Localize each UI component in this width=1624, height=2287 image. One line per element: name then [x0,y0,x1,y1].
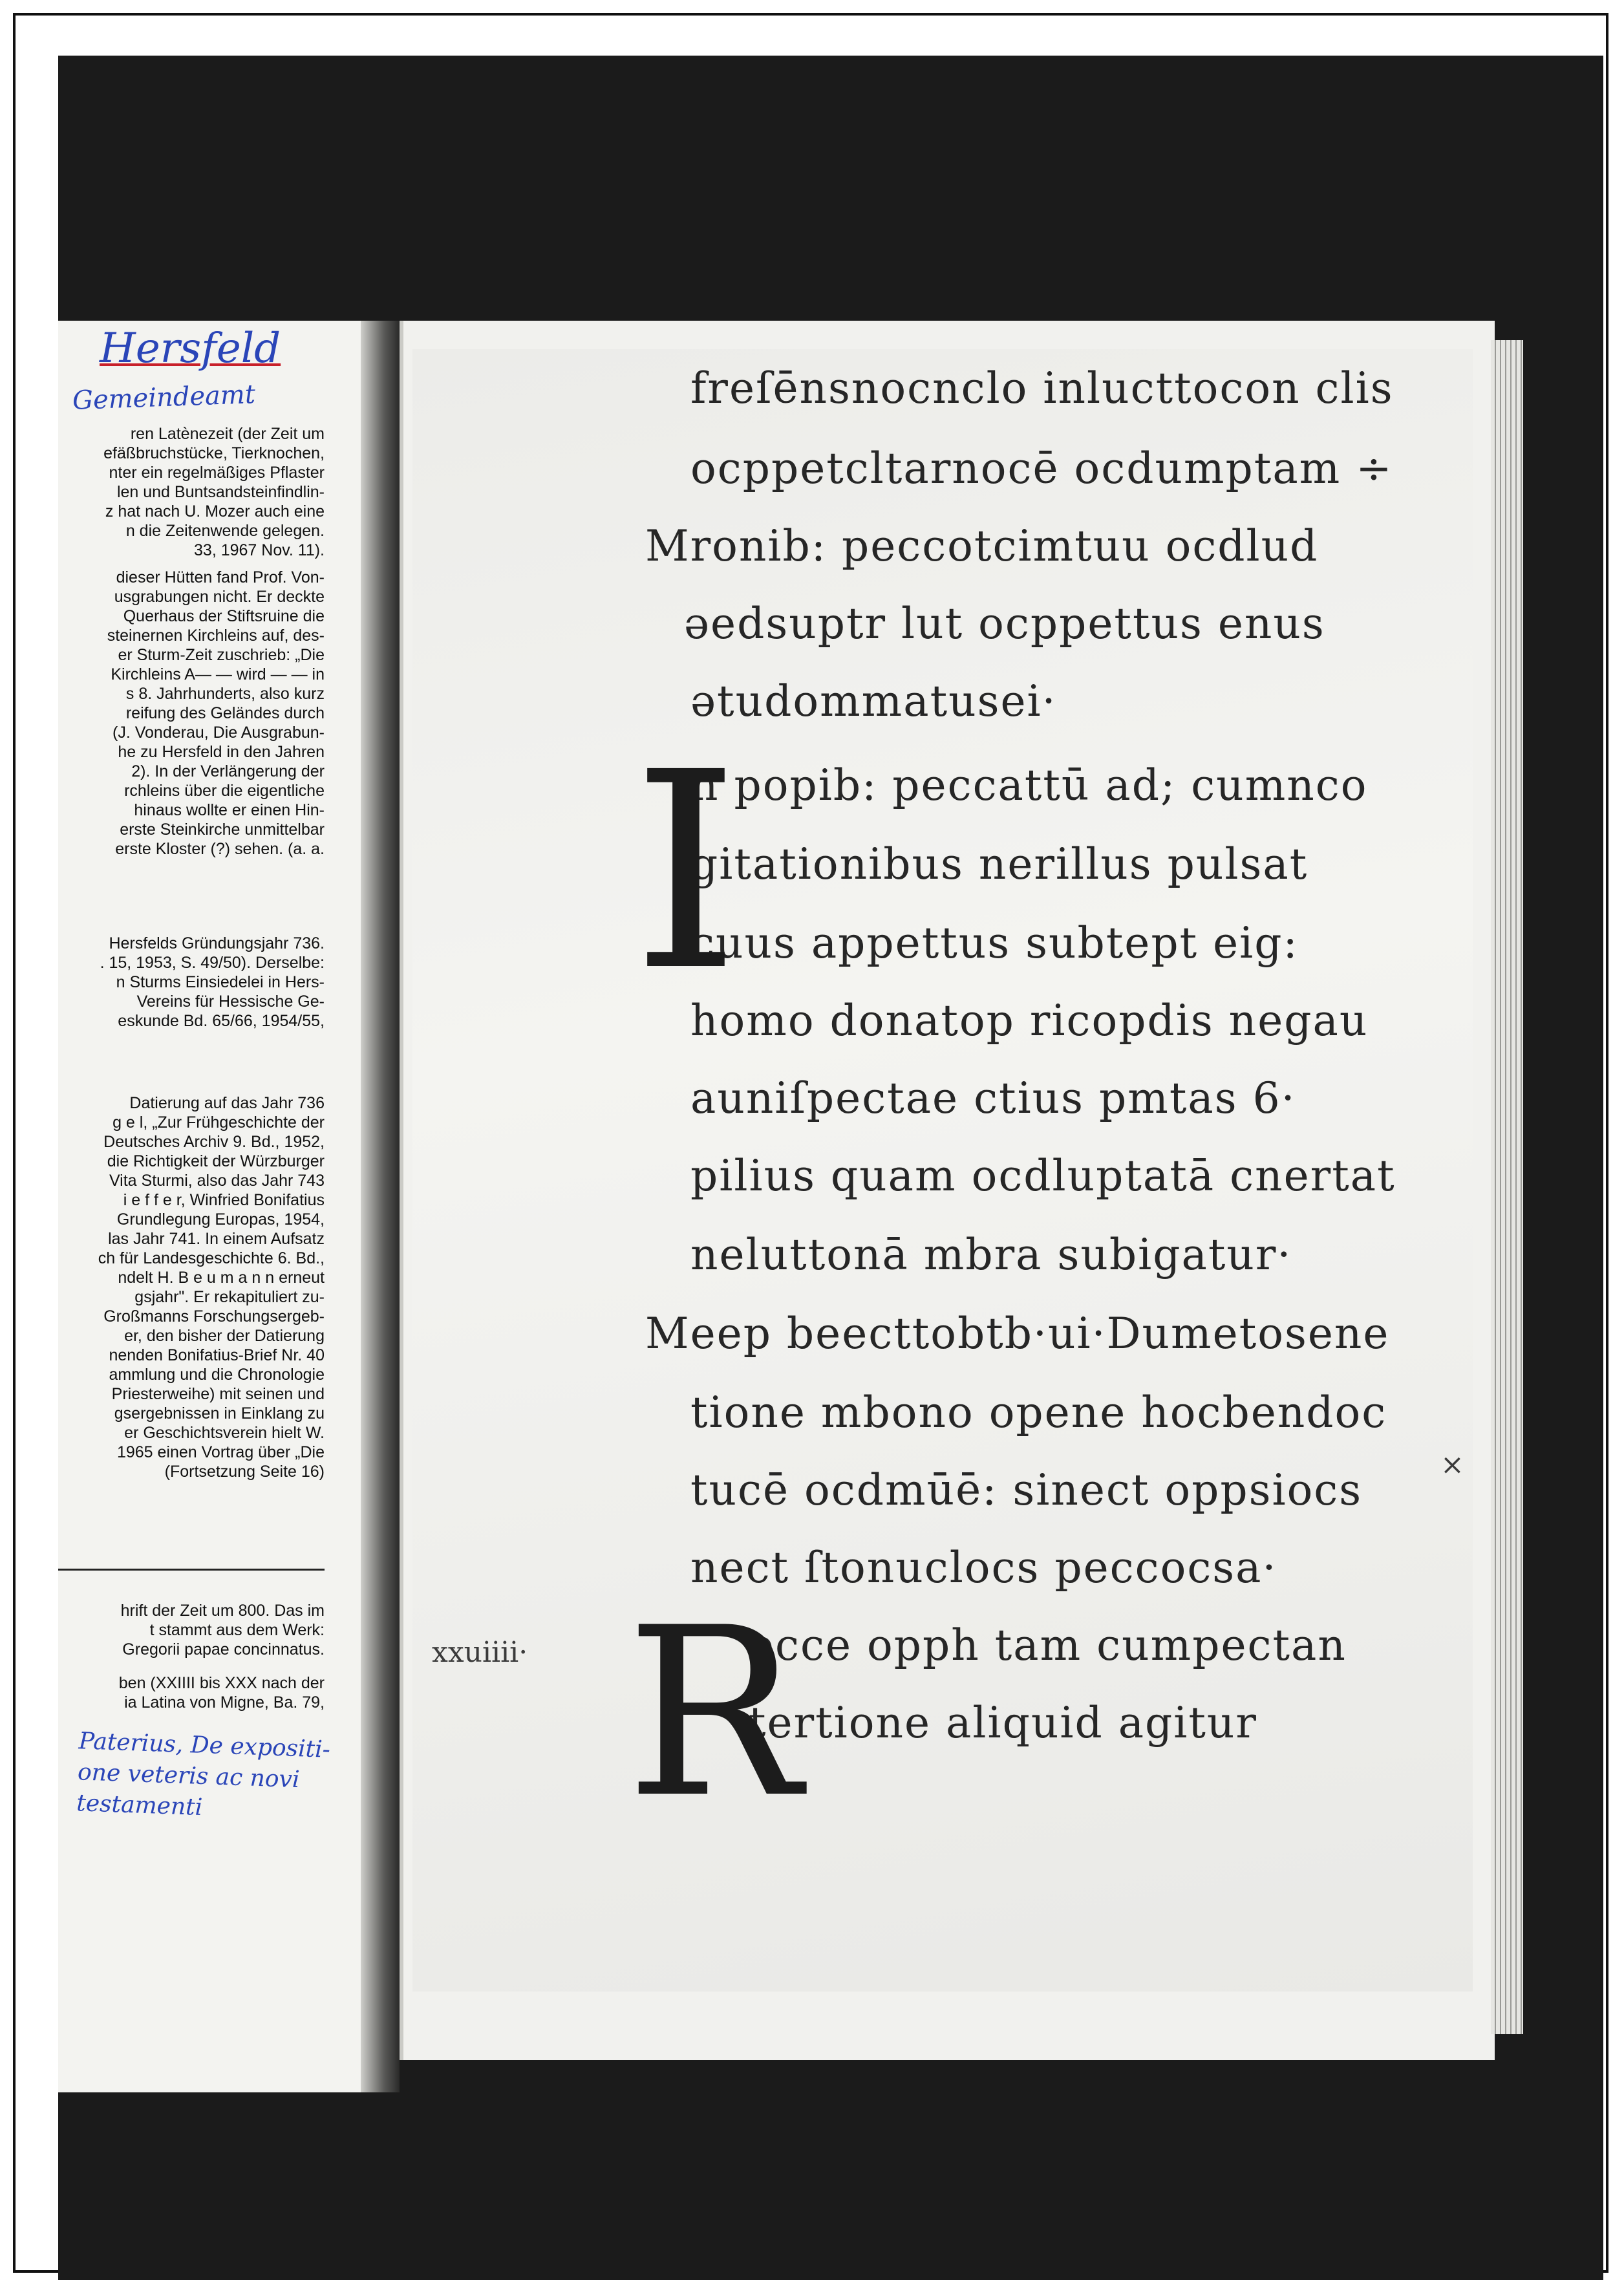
manuscript-line: gitationibus nerillus pulsat [690,839,1309,889]
margin-number: xxuiiii· [432,1636,528,1669]
text-paragraph-4: Datierung auf das Jahr 736 g e l, „Zur Frühgeschichte der Deutsches Archiv 9. Bd., 1952, die Richtigkeit der Würzburger Vita Sturmi, also das Jahr 743 i e f f e r, Winfried Bonifatius Grundlegung Europas, 1954, las Jahr 741. In einem Aufsatz ch für Landesgeschichte 6. Bd., ndelt H. B e u m a n n erneut gsjahr". Er rekapituliert zu- Großmanns Forschungsergeb- er, den bisher der Datierung nenden Bonifatius-Brief Nr. 40 ammlung und die Chronologie Priesterweihe) mit seinen und gsergebnissen in Einklang zu er Geschichtsverein hielt W. 1965 einen Vortrag über „Die (Fortsetzung Seite 16) [98,1094,325,1481]
manuscript-line: neluttonā mbra subigatur· [690,1230,1292,1280]
caption-paragraph-2: ben (XXIIII bis XXX nach der ia Latina von Migne, Ba. 79, [118,1674,325,1712]
text-paragraph-3: Hersfelds Gründungsjahr 736. . 15, 1953, S. 49/50). Derselbe: n Sturms Einsiedelei in Hers- Vereins für Hessische Ge- eskunde Bd. 65/66, 1954/55, [100,934,325,1030]
manuscript-line: tucē ocdmūē: sinect oppsiocs [690,1465,1363,1515]
manuscript-line: ocppetcltarnocē ocdumptam ÷ [690,444,1393,493]
manuscript-line: ǝtudommatusei· [690,676,1057,726]
manuscript-line: tertione aliquid agitur [749,1698,1257,1748]
manuscript-line: homo donatop ricopdis negau [690,996,1369,1046]
manuscript-line: cuus appettus subtept eig: [690,918,1299,968]
newspaper-page [58,321,361,2092]
book-page-edges [1491,340,1523,2034]
handwritten-title: Hersfeld [100,325,281,372]
manuscript-line: Meep beecttobtb·ui·Dumetosene [645,1309,1390,1358]
manuscript-line: Mronib: peccotcimtuu ocdlud [645,521,1319,571]
handwritten-note: Paterius, De expositi- one veteris ac novi testamenti [76,1728,331,1821]
margin-mark: × [1440,1448,1464,1481]
initial-letter-r: R [626,1578,802,1849]
manuscript-line: tione mbono opene hocbendoc [690,1388,1387,1437]
manuscript-line: nect ſtonuclocs peccocsa· [690,1543,1277,1593]
manuscript-plate [412,349,1473,1992]
text-paragraph-1: ren Latènezeit (der Zeit um efäßbruchstücke, Tierknochen, nter ein regelmäßiges Pflaster len und Buntsandsteinfindlin- z hat nach U. Mozer auch eine n die Zeitenwende gelegen. 33, 1967 Nov. 11). [103,425,325,559]
divider-rule [58,1569,325,1571]
book-photograph [58,56,1603,2280]
manuscript-page [400,321,1495,2060]
initial-letter-i: I [632,714,740,1031]
text-paragraph-2: dieser Hütten fand Prof. Von- usgrabungen nicht. Er deckte Querhaus der Stiftsruine die steinernen Kirchleins auf, des- er Sturm-Zeit zuschrieb: „Die Kirchleins A— — wird — — in s 8. Jahrhunderts, also kurz reifung des Geländes durch (J. Vonderau, Die Ausgrabun- he zu Hersfeld in den Jahren 2). In der Verlängerung der rchleins über die eigentliche hinaus wollte er einen Hin- erste Steinkirche unmittelbar erste Kloster (?) sehen. (a. a. [107,568,325,858]
scan-frame [13,13,1608,2273]
manuscript-line: pilius quam ocdluptatā cnertat [690,1151,1396,1201]
book-gutter [361,321,400,2092]
manuscript-line: freſēnsnocnclo inlucttocon clis [690,363,1394,413]
manuscript-line: auniſpectae ctius pmtas 6· [690,1073,1296,1123]
caption-paragraph-1: hrift der Zeit um 800. Das im t stammt aus dem Werk: Gregorii papae concinnatus. [120,1602,325,1659]
handwritten-subtitle: Gemeindeamt [72,380,256,416]
manuscript-line: n popib: peccattū ad; cumnco [690,760,1368,810]
manuscript-line: ecce opph tam cumpectan [749,1620,1347,1670]
manuscript-line: ǝedsuptr lut ocppettus enus [684,599,1325,649]
